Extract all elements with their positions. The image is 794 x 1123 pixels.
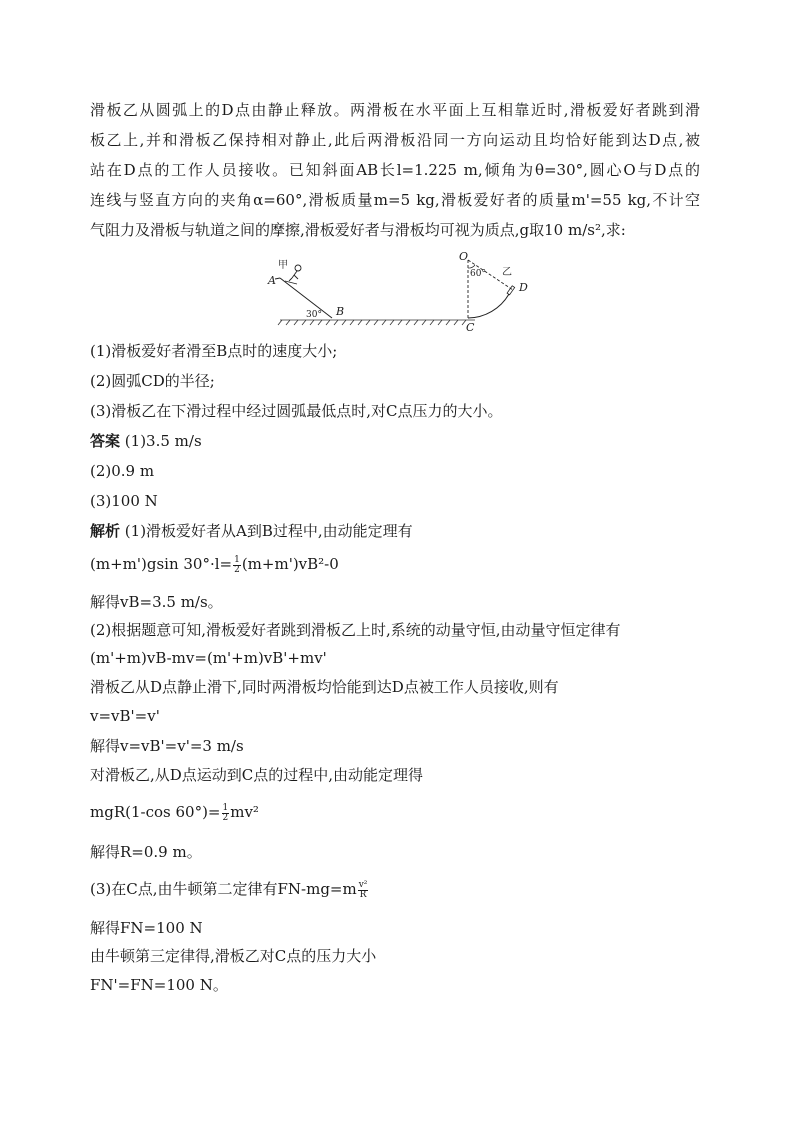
analysis-p1	[90, 521, 413, 541]
track-diagram	[270, 248, 540, 333]
equation-4	[90, 802, 259, 823]
eq4-left: mgR(1-cos 60°)=	[90, 803, 221, 821]
ground-hatching	[278, 320, 475, 325]
label-o: O	[459, 250, 469, 263]
analysis-p1-text: (1)滑板爱好者从A到B过程中,由动能定理有	[124, 522, 413, 540]
eq1-left: (m+m')gsin 30°·l=	[90, 555, 233, 573]
answer-label: 答案	[90, 432, 121, 450]
equation-3: v=vB'=v'	[90, 707, 160, 725]
angle-arc-60	[468, 265, 475, 268]
intro-line-3: 站在D点的工作人员接收。已知斜面AB长l=1.225 m,倾角为θ=30°,圆心O与D点的	[90, 161, 700, 179]
eq4-frac-den: 2	[222, 812, 229, 823]
label-angle-30: 30°	[306, 310, 322, 320]
question-2: (2)圆弧CD的半径;	[90, 372, 215, 390]
equation-2: (m'+m)vB-mv=(m'+m)vB'+mv'	[90, 649, 327, 667]
eq1-frac-den: 2	[234, 564, 240, 575]
answer-1: (1)3.5 m/s	[124, 432, 202, 450]
intro-line-4: 连线与竖直方向的夹角α=60°,滑板质量m=5 kg,滑板爱好者的质量m'=55 kg,不计空	[90, 191, 700, 209]
solution-1: 解得vB=3.5 m/s。	[90, 593, 223, 611]
eq1-fraction	[233, 556, 241, 575]
equation-1	[90, 554, 339, 575]
analysis-p2b: 滑板乙从D点静止滑下,同时两滑板均恰能到达D点被工作人员接收,则有	[90, 678, 559, 696]
eq5-frac-num: v²	[358, 879, 368, 890]
p3-text: (3)在C点,由牛顿第二定律有FN-mg=m	[90, 880, 357, 898]
analysis-label: 解析	[90, 522, 121, 540]
question-3: (3)滑板乙在下滑过程中经过圆弧最低点时,对C点压力的大小。	[90, 402, 503, 420]
eq5-fraction	[358, 881, 369, 900]
answer-2: (2)0.9 m	[90, 462, 155, 480]
intro-line-2: 板乙上,并和滑板乙保持相对静止,此后两滑板沿同一方向运动且均恰好能到达D点,被	[90, 131, 700, 149]
arc-cd	[468, 294, 509, 318]
analysis-p3	[90, 879, 369, 900]
analysis-p2c: 对滑板乙,从D点运动到C点的过程中,由动能定理得	[90, 766, 424, 784]
answer-3: (3)100 N	[90, 492, 158, 510]
intro-line-5: 气阻力及滑板与轨道之间的摩擦,滑板爱好者与滑板均可视为质点,g取10 m/s²,求:	[90, 221, 626, 239]
solution-3a: 解得FN=100 N	[90, 919, 203, 937]
solution-2b: 解得R=0.9 m。	[90, 843, 202, 861]
label-c: C	[466, 321, 475, 334]
eq4-fraction	[222, 804, 230, 823]
eq1-right: (m+m')vB²-0	[241, 555, 339, 573]
question-1: (1)滑板爱好者滑至B点时的速度大小;	[90, 342, 338, 360]
label-yi: 乙	[502, 267, 512, 278]
solution-3b: FN'=FN=100 N。	[90, 976, 228, 994]
label-a: A	[268, 274, 276, 287]
solution-2a: 解得v=vB'=v'=3 m/s	[90, 737, 244, 755]
analysis-p2: (2)根据题意可知,滑板爱好者跳到滑板乙上时,系统的动量守恒,由动量守恒定律有	[90, 621, 621, 639]
eq4-frac-num: 1	[222, 802, 229, 813]
label-d: D	[519, 281, 528, 294]
label-angle-60: 60°	[470, 269, 486, 279]
analysis-p3b: 由牛顿第三定律得,滑板乙对C点的压力大小	[90, 947, 377, 965]
skateboard-yi	[507, 286, 515, 295]
label-jia: 甲	[278, 260, 288, 271]
label-b: B	[336, 305, 345, 318]
eq5-frac-den: R	[359, 889, 367, 900]
answer-line-1	[90, 431, 202, 451]
eq4-right: mv²	[230, 803, 259, 821]
intro-line-1: 滑板乙从圆弧上的D点由静止释放。两滑板在水平面上互相靠近时,滑板爱好者跳到滑	[90, 101, 700, 119]
eq1-frac-num: 1	[234, 554, 240, 565]
